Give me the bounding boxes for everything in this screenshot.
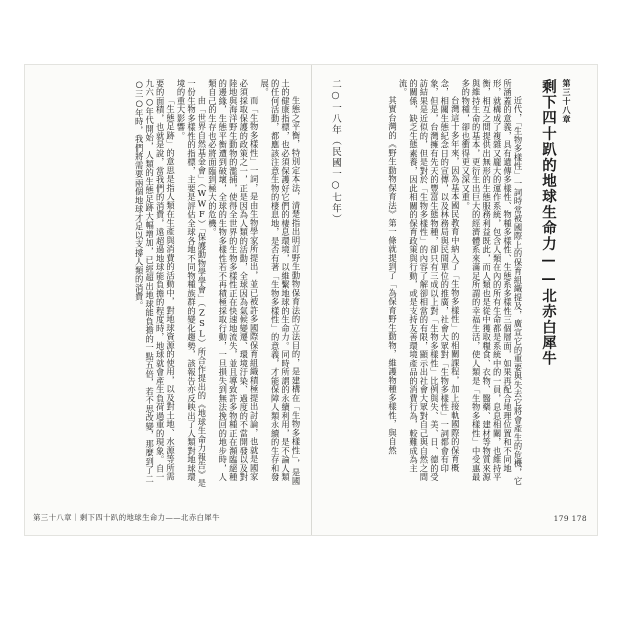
page-numbers: 179 178 bbox=[553, 514, 587, 523]
paragraph: 由「世界自然基金會」（WWF）「保護動物學學會」（ZSL）所合作提出的《地球生命力報告》是一份生物多樣性的指標，主要是評估全球各地不同物種族群的變化趨勢，該報告亦反映出了人類對地球環境的重大影響。 bbox=[176, 79, 207, 488]
chapter-label: 第三十八章 bbox=[562, 79, 572, 124]
right-page bbox=[312, 65, 597, 535]
book-spread bbox=[24, 64, 598, 536]
paragraph: 近代，「生物多樣性」一詞時常被國際上的保育組織提及，廣宣它的重要與失去它將會產生的危機，它所涵蓋的意義，具有遺傳多樣性、物種多樣性、生態系多樣性三個層面，如果再配合地理位置和不同地形，就構成了複雜又龐大的運作系統，包含人類在內的所有生命都是系統中的一員，息息相關，也維持平衡，相互之間提供出無形的生態服務利益既此，而人類也是從中獲取糧食、衣物、醫藥、建材等物質來源與維持生命的基本，更衍生出巨大的經濟體系來滿足所謂的幸福生活，使人類是「生物多樣性」中受惠最多的物種，卻也衝得更又深又重。 bbox=[460, 79, 523, 486]
left-page-text bbox=[51, 79, 301, 489]
left-page bbox=[25, 65, 311, 535]
paragraph: 「生態足跡」的意思是指人類在生產與消費的活動中，對地球資源的使用，以及對土地、水源等所需要的面積，也就是說，當我們的消費，遠超過地球能負擔的程度時，地球就會產生負荷過重的現象。自一九六○年代開始，人類的生態足跡大幅增加，已經超出地球能負擔的一點五倍，若不思改變，那麼到了二○三○年時，我們將需要兩個地球才足以支撐人類的消費。 bbox=[134, 79, 176, 484]
chapter-title: 剩下四十趴的地球生命力——北赤白犀牛 bbox=[540, 79, 557, 367]
running-footer: 第三十八章｜剩下四十趴的地球生命力——北赤白犀牛 bbox=[33, 513, 220, 522]
chapter-date: 二○一八年（民國一○七年） bbox=[330, 79, 341, 225]
paragraph: 生態之平衡，特別定本法，清楚指出明訂野生動物保育法的立法目的，是建構在「生物多樣性」，是國土的健康指標，也必須保護好它們的棲息環境，以維繫地球的生命力。同時所謂的永續利用，是不論人類的任何活動，都應該注意生物的棲息地，是否有著「生物多樣性」的意義，才能保障人類永續的生存和發展。 bbox=[259, 79, 301, 486]
paragraph: 而「生物多樣性」一詞，是由生物學家所提出，並已被許多國際保育組織積極提出討論，也就是國家必須採取保護的政策之一，正是因為人類的活動，全球因為氣候變遷、環境汙染、過度的不當開發以及對陸地與海洋野生動物的濫捕，使得全世界的生物多樣性正在快速地流失，並且導致許多物種正在瀕臨絕種的邊緣，生態平衡遭到破壞，全球的生物多樣性若不再積極採取行動，一旦損失到無法挽回的地步時，人類自己的生存也必將面臨到極大的危機。 bbox=[207, 79, 260, 482]
paragraph: 其實台灣的《野生動物保育法》第一條就提到了「為保育野生動物，維護物種多樣性，與自然 bbox=[387, 95, 398, 455]
paragraph: 台灣這十多年來，因為基本國民教育中納入了「生物多樣性」的相關課程，加上接軌國際的保育概念，相關生態紀念日的宣傳，以及林務局與民間單位的推廣，社會大眾對「生物多樣性」一詞都會有印象，但是，台灣擁有先天的豐富生態物種，卻只有三成以上對「生物多樣性」比例與失、美、日、德的受訪結果是近似的，但是對於「生物多樣性」的內容了解卻相當的有限，顯示出社會大眾對自己與自然之間的關係，缺乏生態素養，因此相關的保育政策與行動，或是支持友善環境產品的消費行為，較難成為主流。 bbox=[398, 79, 461, 482]
right-page-text bbox=[347, 79, 523, 489]
